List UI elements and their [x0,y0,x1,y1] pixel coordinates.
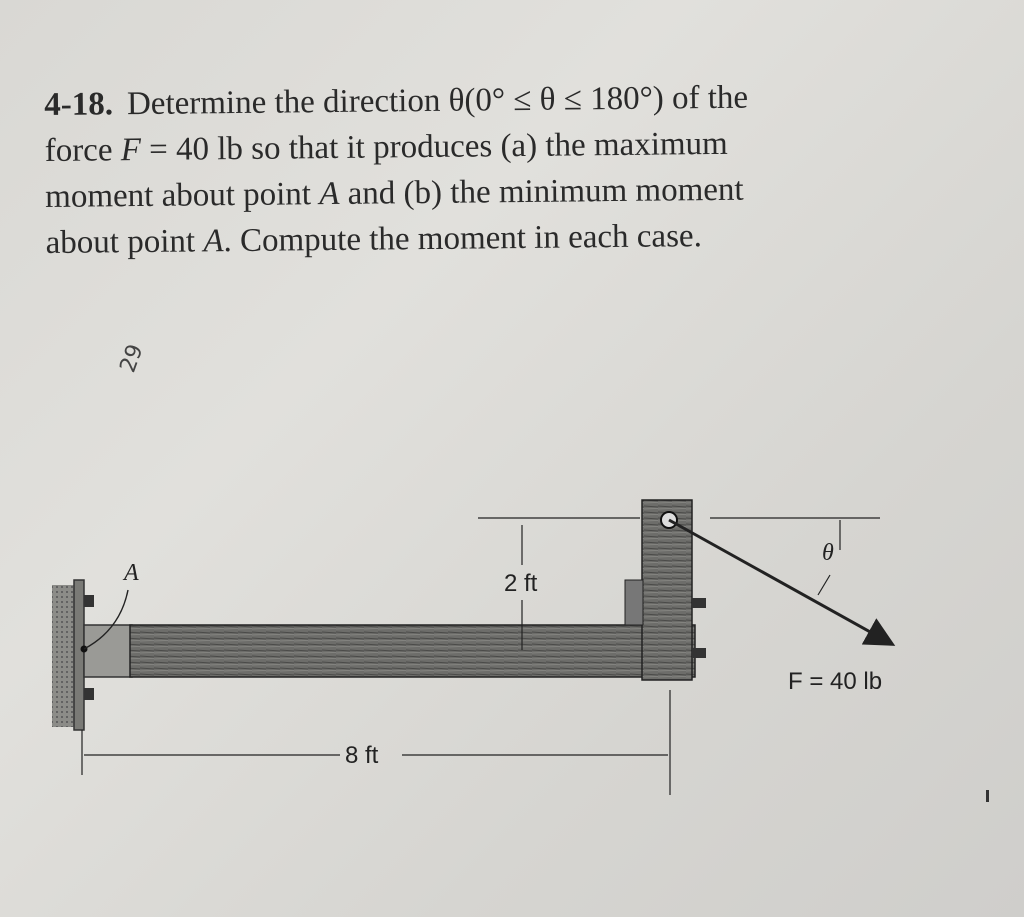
angle-label: θ [822,540,834,566]
bolt-bottom [84,688,94,700]
post-bolt [692,598,706,608]
problem-number: 4-18. [44,86,114,123]
problem-line-1-text: Determine the direction θ(0° ≤ θ ≤ 180°) of the [126,79,749,123]
page-mark [986,790,989,802]
problem-line-3-pre: moment about point [45,176,320,215]
height-dimension-label: 2 ft [504,570,538,597]
wall-support [52,585,74,727]
problem-line-2-post: = 40 lb so that it produces (a) the maximum [140,125,728,168]
force-arrow [669,520,890,643]
support-plate [74,580,84,730]
handwritten-note: 29 [115,341,149,376]
angle-ref-arrow [818,575,830,595]
beam [130,625,695,677]
length-dimension-label: 8 ft [345,742,379,769]
force-variable: F [120,131,142,169]
bolt-top [84,595,94,607]
problem-line-2-pre: force [44,132,121,169]
force-label: F = 40 lb [788,668,883,695]
post-bolt-2 [692,648,706,658]
problem-line-4-post: . Compute the moment in each case. [223,218,703,260]
problem-line-4-pre: about point [45,223,204,261]
point-variable: A [319,175,340,213]
bracket-block [84,625,132,677]
point-a-label: A [124,560,139,586]
point-variable-2: A [203,223,224,260]
post-bracket [625,580,643,625]
problem-line-3-post: and (b) the minimum moment [339,171,744,212]
